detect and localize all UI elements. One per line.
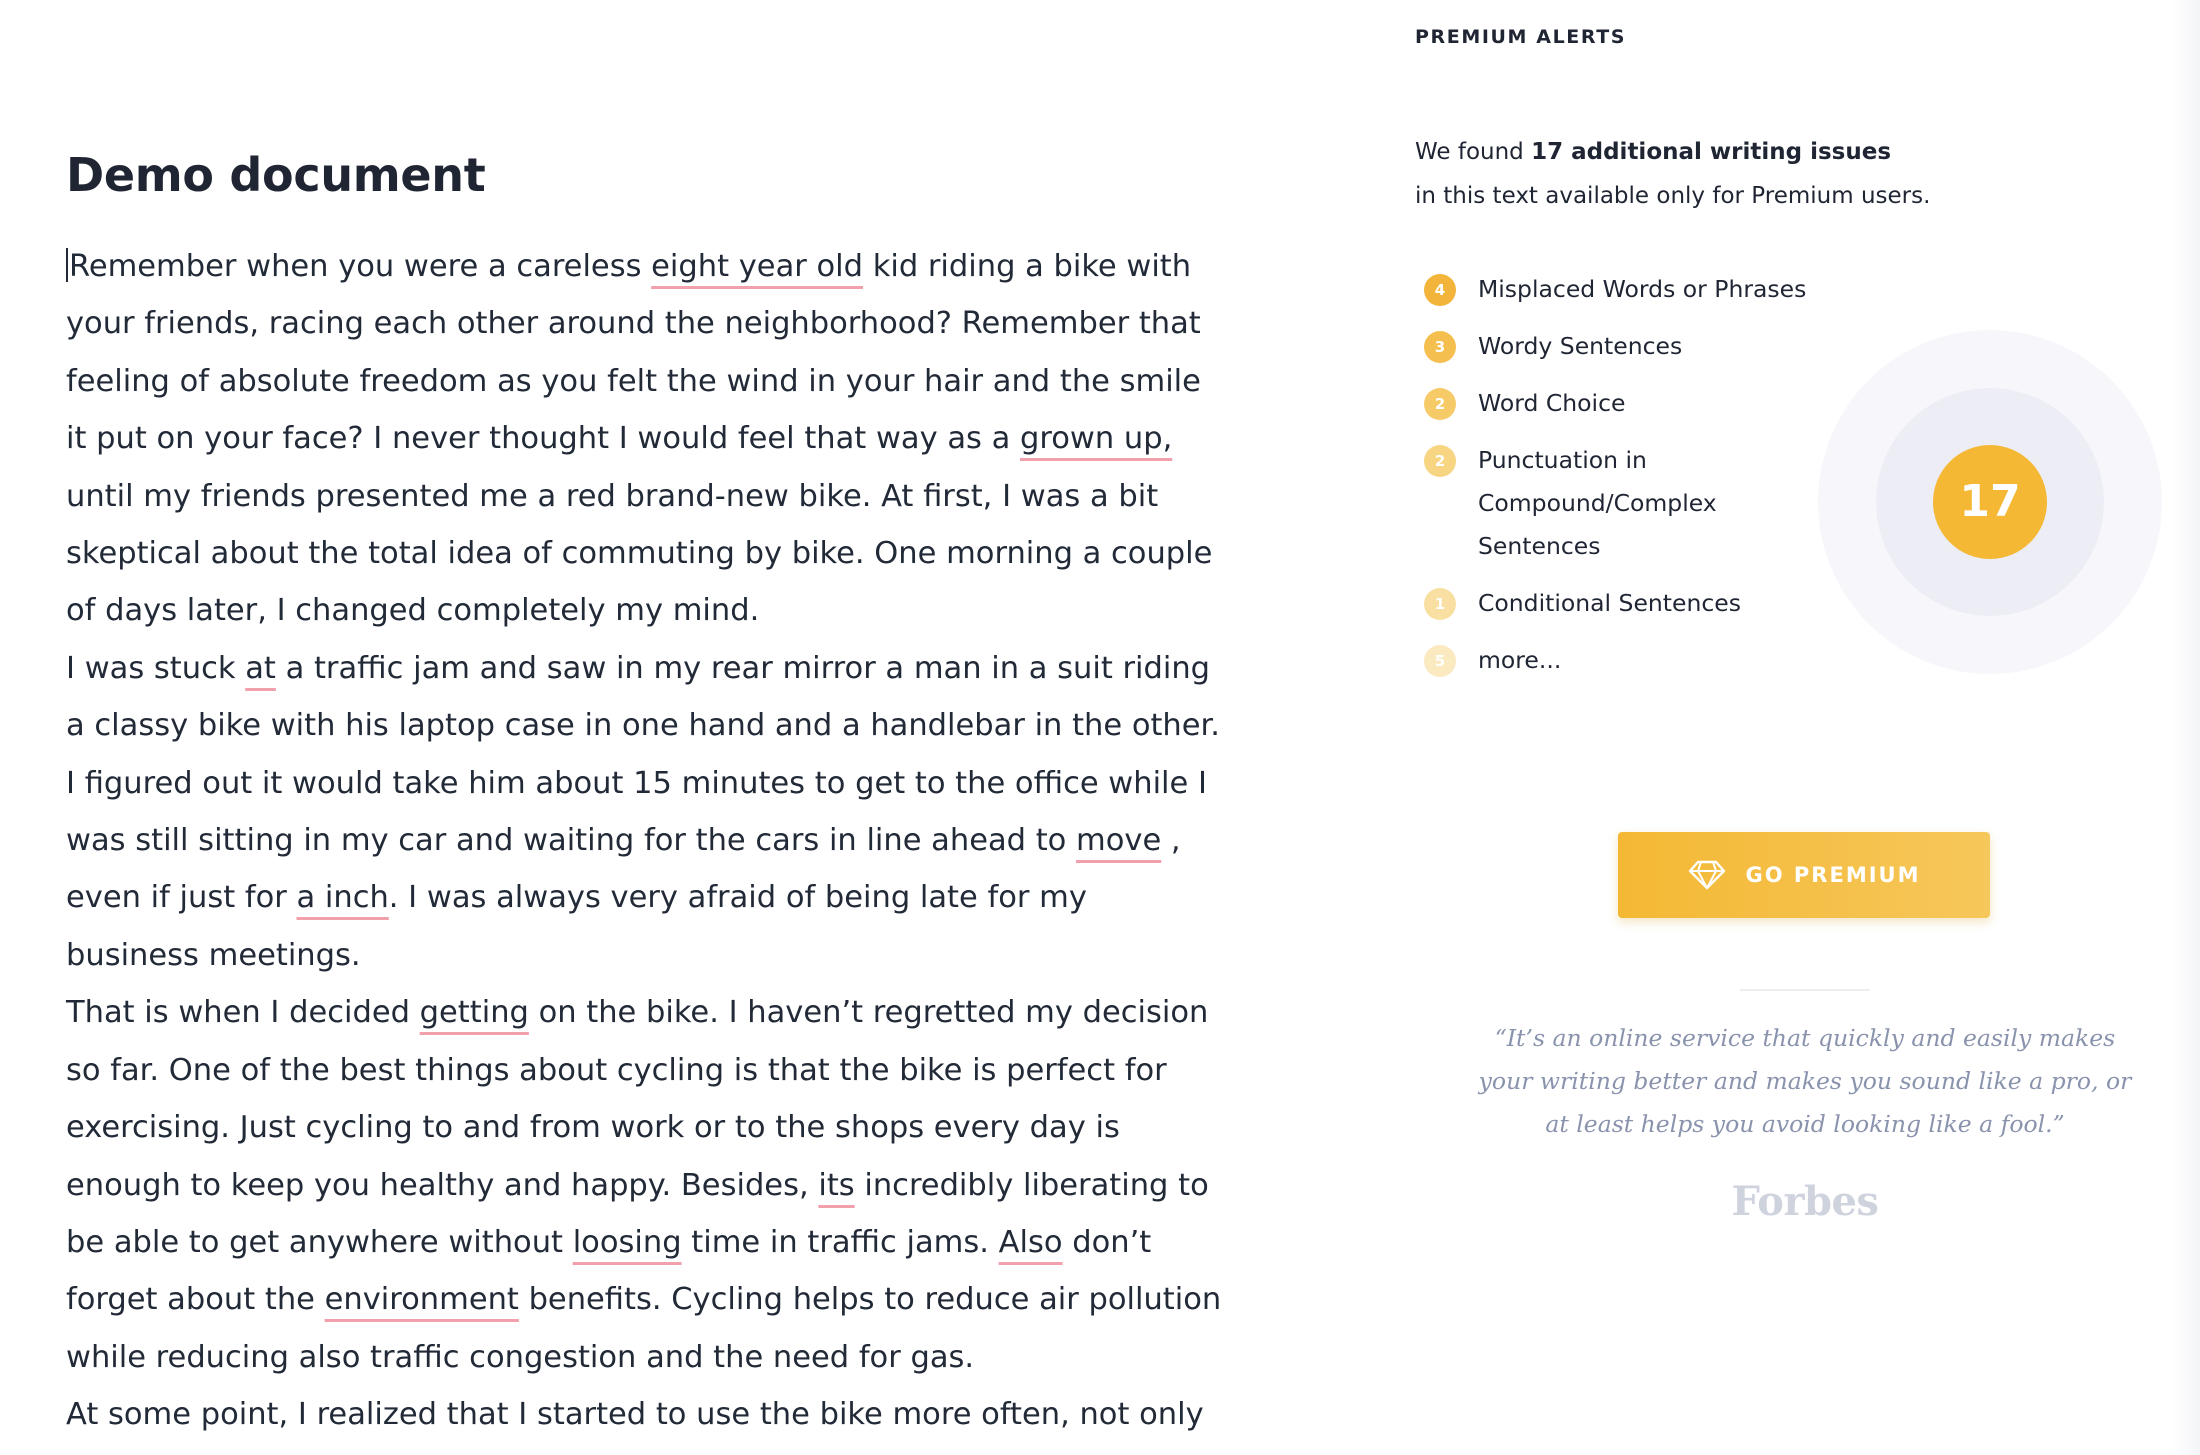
- alert-category-label: Wordy Sentences: [1478, 332, 1683, 360]
- alert-category-item: [1424, 382, 1824, 425]
- text-segment: That is when I decided: [66, 995, 420, 1031]
- alert-category-label: Conditional Sentences: [1478, 589, 1741, 617]
- text-segment: on the bike. I haven’t regretted my decision so far. One of the best things about cycling is that the bike is perfect for exercising. Just cycling to and from work or to the shops every day is enough to keep you healthy and happy. Besides,: [66, 995, 1209, 1203]
- text-segment: don’t forget about the: [66, 1224, 1152, 1318]
- alert-category-item: [1424, 268, 1824, 311]
- testimonial-quote: “It’s an online service that quickly and easily makes your writing better and makes you sound like a pro, or at least helps you avoid looking like a fool.”: [1478, 1024, 2132, 1138]
- text-segment: At some point, I realized that I started to use the bike more often, not only: [66, 1397, 1204, 1433]
- text-segment: incredibly liberating to be able to get anywhere without: [66, 1167, 1209, 1260]
- total-issues-badge: 17: [1933, 445, 2047, 559]
- document-paragraph[interactable]: [66, 1386, 1226, 1443]
- document-body[interactable]: [66, 238, 1226, 1444]
- alert-count-badge: 2: [1424, 445, 1456, 477]
- document-paragraph[interactable]: [66, 238, 1226, 640]
- alert-category-item: [1424, 582, 1824, 625]
- flagged-word[interactable]: move: [1076, 823, 1162, 859]
- document-paragraph[interactable]: [66, 640, 1226, 984]
- summary-count-text: 17 additional writing issues: [1531, 139, 1892, 165]
- divider: [1740, 989, 1870, 991]
- summary-prefix: We found: [1415, 139, 1532, 165]
- text-cursor: [66, 248, 68, 282]
- document-title[interactable]: Demo document: [66, 148, 486, 202]
- alert-category-item: [1424, 439, 1824, 568]
- total-issues-inner-ring: [1876, 388, 2104, 616]
- alert-category-label: more...: [1478, 646, 1562, 674]
- text-segment: kid riding a bike with your friends, racing each other around the neighborhood? Remember that feeling of absolute freedom as you felt the wind in your hair and the smile it put on your face? I never thought I would feel that way as a: [66, 249, 1201, 457]
- text-segment: benefits. Cycling helps to reduce air pollution while reducing also traffic congestion and the need for gas.: [66, 1282, 1222, 1375]
- text-segment: . I was always very afraid of being late for my business meetings.: [66, 880, 1087, 973]
- flagged-word[interactable]: its: [818, 1167, 855, 1203]
- premium-alerts-panel: [1360, 0, 2200, 1455]
- alert-category-list: [1424, 268, 1824, 696]
- summary-suffix: in this text available only for Premium users.: [1415, 183, 1931, 209]
- flagged-word[interactable]: at: [245, 650, 276, 686]
- text-segment: I was stuck: [66, 650, 246, 686]
- text-segment: time in traffic jams.: [681, 1224, 999, 1260]
- text-segment: a traffic jam and saw in my rear mirror a man in a suit riding a classy bike with his laptop case in one hand and a handlebar in the other. I figured out it would take him about 15 minutes to get to the office while I was still sitting in my car and waiting for the cars in line ahead to: [66, 650, 1220, 859]
- alert-category-item: [1424, 325, 1824, 368]
- flagged-word[interactable]: getting: [419, 995, 529, 1031]
- total-issues-ring: [1818, 330, 2162, 674]
- flagged-word[interactable]: loosing: [572, 1224, 682, 1260]
- alert-category-item: [1424, 639, 1824, 682]
- alert-count-badge: 4: [1424, 274, 1456, 306]
- alert-count-badge: 2: [1424, 388, 1456, 420]
- text-segment: until my friends presented me a red brand-new bike. At first, I was a bit skeptical about the total idea of commuting by bike. One morning a couple of days later, I changed completely my mind.: [66, 478, 1213, 629]
- document-paragraph[interactable]: [66, 984, 1226, 1386]
- panel-edge-shadow: [2172, 0, 2200, 1455]
- flagged-word[interactable]: a inch: [296, 880, 389, 916]
- go-premium-button[interactable]: [1618, 832, 1990, 918]
- alert-category-label: Word Choice: [1478, 389, 1626, 417]
- forbes-logo: Forbes: [1731, 1178, 1879, 1225]
- flagged-word[interactable]: Also: [998, 1224, 1063, 1260]
- text-segment: , even if just for: [66, 823, 1181, 916]
- alert-category-label: Misplaced Words or Phrases: [1478, 275, 1807, 303]
- flagged-word[interactable]: eight year old: [651, 249, 863, 284]
- text-segment: Remember when you were a careless: [69, 249, 652, 284]
- panel-heading: PREMIUM ALERTS: [1415, 26, 1627, 48]
- alert-count-badge: 5: [1424, 645, 1456, 677]
- alert-count-badge: 1: [1424, 588, 1456, 620]
- alert-category-label: Punctuation in Compound/Complex Sentences: [1478, 446, 1717, 560]
- go-premium-label: GO PREMIUM: [1745, 863, 1921, 887]
- flagged-word[interactable]: environment: [324, 1282, 519, 1318]
- diamond-icon: [1688, 860, 1726, 890]
- alerts-summary: [1415, 130, 1930, 218]
- flagged-word[interactable]: grown up,: [1020, 421, 1173, 457]
- alert-count-badge: 3: [1424, 331, 1456, 363]
